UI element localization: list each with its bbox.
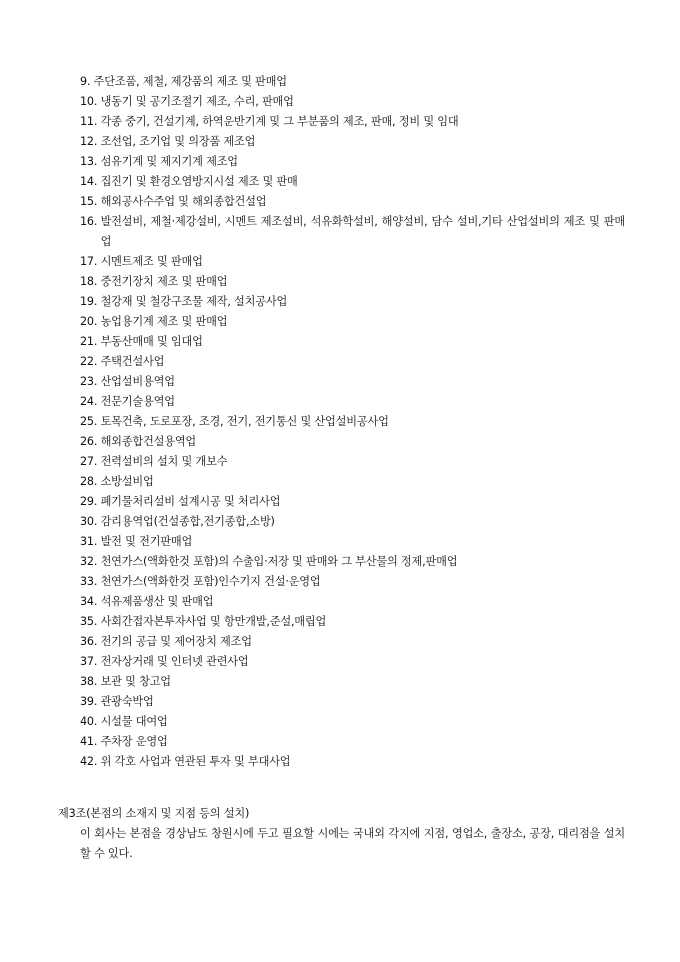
list-item [80, 472, 625, 492]
list-item-text: 농업용기계 제조 및 판매업 [100, 315, 228, 328]
list-item [80, 532, 625, 552]
list-item-text: 각종 중기, 건설기계, 하역운반기계 및 그 부분품의 제조, 판매, 정비 및 임대 [100, 115, 459, 128]
list-item [80, 432, 625, 452]
list-item-number: 11. [80, 115, 101, 128]
list-item-number: 15. [80, 195, 101, 208]
list-item [80, 352, 625, 372]
list-item-text: 냉동기 및 공기조절기 제조, 수리, 판매업 [100, 95, 294, 108]
list-item-text: 부동산매매 및 임대업 [100, 335, 203, 348]
article-3-title: 제3조(본점의 소재지 및 지점 등의 설치) [58, 807, 250, 820]
list-item [80, 632, 625, 652]
list-item [80, 452, 625, 472]
list-item [80, 72, 625, 92]
list-item-number: 24. [80, 395, 101, 408]
list-item-text: 해외종합건설용역업 [100, 435, 197, 448]
article-3 [58, 804, 625, 864]
list-item-number: 14. [80, 175, 101, 188]
list-item-text: 섬유기계 및 제지기계 제조업 [100, 155, 238, 168]
list-item-number: 21. [80, 335, 101, 348]
list-item-number: 27. [80, 455, 101, 468]
list-item-text: 천연가스(액화한것 포함)인수기지 건설·운영업 [100, 575, 321, 588]
list-item-number: 29. [80, 495, 101, 508]
list-item-text: 전기의 공급 및 제어장치 제조업 [100, 635, 252, 648]
list-item-number: 22. [80, 355, 101, 368]
list-item [80, 592, 625, 612]
list-item-text: 주차장 운영업 [100, 735, 168, 748]
list-item [80, 572, 625, 592]
list-item-text: 산업설비용역업 [100, 375, 175, 388]
list-item [80, 212, 625, 252]
list-item-number: 32. [80, 555, 101, 568]
list-item [80, 652, 625, 672]
list-item [80, 732, 625, 752]
article-3-body: 이 회사는 본점을 경상남도 창원시에 두고 필요할 시에는 국내외 각지에 지점, 영업소, 출장소, 공장, 대리점을 설치할 수 있다. [80, 827, 625, 860]
list-item [80, 332, 625, 352]
list-item [80, 272, 625, 292]
list-item [80, 392, 625, 412]
list-item-text: 전자상거래 및 인터넷 관련사업 [100, 655, 249, 668]
list-item-number: 10. [80, 95, 101, 108]
list-item-text: 집진기 및 환경오염방지시설 제조 및 판매 [100, 175, 298, 188]
list-item [80, 412, 625, 432]
list-item [80, 292, 625, 312]
list-item [80, 372, 625, 392]
list-item-text: 시멘트제조 및 판매업 [100, 255, 203, 268]
list-item-text: 전문기술용역업 [100, 395, 175, 408]
list-item-text: 주단조품, 제철, 제강품의 제조 및 판매업 [93, 75, 287, 88]
list-item-number: 12. [80, 135, 101, 148]
list-item-number: 41. [80, 735, 101, 748]
list-item [80, 132, 625, 152]
list-item-number: 31. [80, 535, 101, 548]
list-item-number: 19. [80, 295, 101, 308]
list-item [80, 312, 625, 332]
list-item [80, 192, 625, 212]
list-item-text: 조선업, 조기업 및 의장품 제조업 [100, 135, 256, 148]
list-item-number: 18. [80, 275, 101, 288]
list-item-number: 25. [80, 415, 101, 428]
list-item-text: 해외공사수주업 및 해외종합건설업 [100, 195, 267, 208]
list-item-number: 37. [80, 655, 101, 668]
list-item-text: 중전기장치 제조 및 판매업 [100, 275, 228, 288]
list-item-text: 석유제품생산 및 판매업 [100, 595, 214, 608]
list-item [80, 112, 625, 132]
list-item [80, 752, 625, 772]
list-item-text: 발전 및 전기판매업 [100, 535, 193, 548]
list-item [80, 152, 625, 172]
list-item-number: 20. [80, 315, 101, 328]
list-item-number: 33. [80, 575, 101, 588]
list-item [80, 712, 625, 732]
list-item [80, 252, 625, 272]
list-item-text: 관광숙박업 [100, 695, 154, 708]
list-item [80, 92, 625, 112]
list-item-number: 30. [80, 515, 101, 528]
list-item-text: 감리용역업(건설종합,전기종합,소방) [100, 515, 275, 528]
list-item-number: 36. [80, 635, 101, 648]
list-item-text: 철강재 및 철강구조물 제작, 설치공사업 [100, 295, 288, 308]
list-item-number: 9. [80, 75, 94, 88]
list-item-text: 위 각호 사업과 연관된 투자 및 부대사업 [100, 755, 291, 768]
list-item-text: 주택건설사업 [100, 355, 165, 368]
list-item [80, 672, 625, 692]
list-item-text: 발전설비, 제철·제강설비, 시멘트 제조설비, 석유화학설비, 해양설비, 담수 설비,기타 산업설비의 제조 및 판매업 [100, 215, 625, 248]
list-item-number: 40. [80, 715, 101, 728]
list-item-number: 42. [80, 755, 101, 768]
list-item-text: 토목건축, 도로포장, 조경, 전기, 전기통신 및 산업설비공사업 [100, 415, 389, 428]
list-item [80, 612, 625, 632]
list-item-number: 13. [80, 155, 101, 168]
list-item [80, 692, 625, 712]
business-purpose-list [80, 72, 625, 772]
list-item [80, 492, 625, 512]
list-item [80, 512, 625, 532]
list-item-number: 16. [80, 215, 101, 228]
list-item-number: 35. [80, 615, 101, 628]
list-item-number: 17. [80, 255, 101, 268]
list-item-number: 34. [80, 595, 101, 608]
list-item-number: 28. [80, 475, 101, 488]
list-item-number: 38. [80, 675, 101, 688]
list-item-text: 폐기물처리설비 설계시공 및 처리사업 [100, 495, 281, 508]
list-item [80, 552, 625, 572]
list-item-number: 39. [80, 695, 101, 708]
list-item-text: 사회간접자본투자사업 및 항만개발,준설,매립업 [100, 615, 327, 628]
list-item-number: 26. [80, 435, 101, 448]
list-item-text: 소방설비업 [100, 475, 154, 488]
list-item [80, 172, 625, 192]
list-item-text: 시설물 대여업 [100, 715, 168, 728]
list-item-text: 보관 및 창고업 [100, 675, 171, 688]
list-item-text: 전력설비의 설치 및 개보수 [100, 455, 228, 468]
list-item-text: 천연가스(액화한것 포함)의 수출입·저장 및 판매와 그 부산물의 정제,판매업 [100, 555, 458, 568]
list-item-number: 23. [80, 375, 101, 388]
